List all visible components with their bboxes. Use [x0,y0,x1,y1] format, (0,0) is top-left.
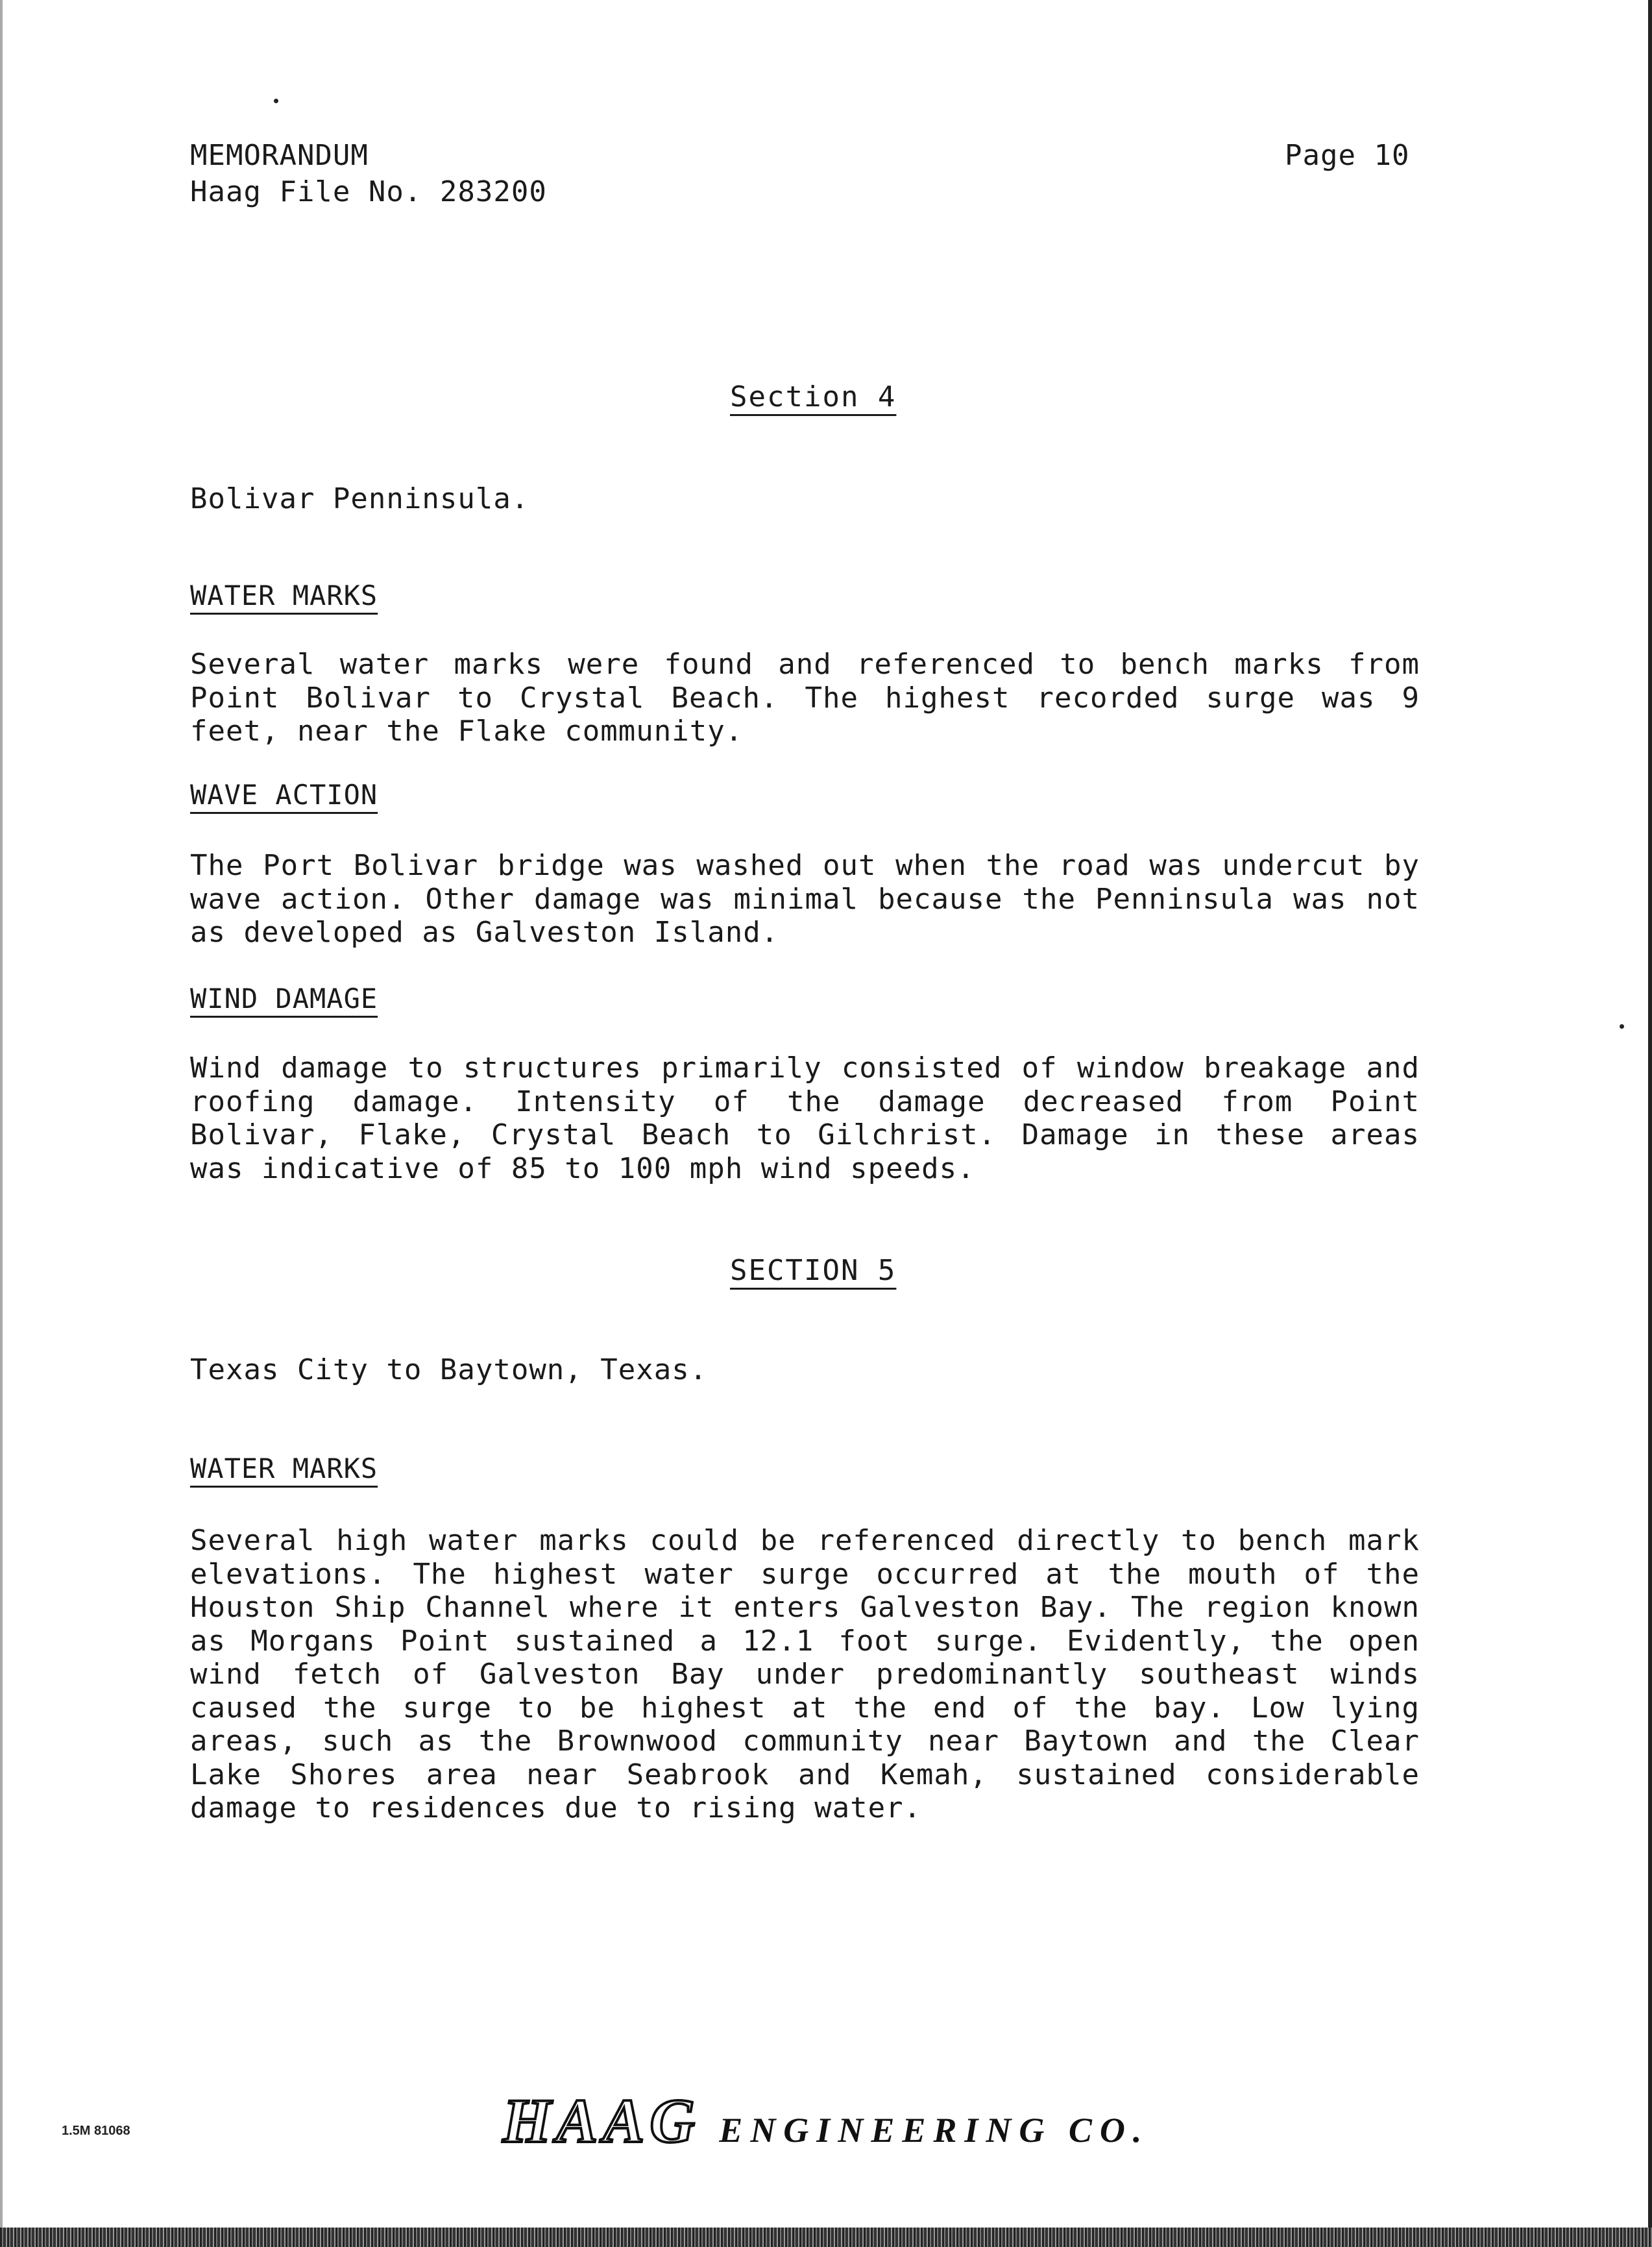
memo-label: MEMORANDUM [190,139,369,172]
wind-damage-heading: WIND DAMAGE [190,983,378,1014]
haag-logo [0,2085,1652,2157]
water-marks-heading-2: WATER MARKS [190,1453,378,1484]
scan-speck [1620,1024,1624,1029]
wave-action-paragraph: The Port Bolivar bridge was washed out when the road was undercut by wave action. Other damage was minimal because the Penninsula was not as developed as Galveston Island. [190,849,1420,949]
water-marks-paragraph-2: Several high water marks could be referenced directly to bench mark elevations. The highest water surge occurred at the mouth of the Houston Ship Channel where it enters Galveston Bay. The region known as Morgans Point sustained a 12.1 foot surge. Evidently, the open wind fetch of Galveston Bay under predominantly southeast winds caused the surge to be highest at the end of the bay. Low lying areas, such as the Brownwood community near Baytown and the Clear Lake Shores area near Seabrook and Kemah, sustained considerable damage to residences due to rising water. [190,1524,1420,1824]
wind-damage-paragraph: Wind damage to structures primarily consisted of window breakage and roofing damage. Intensity of the damage decreased from Point Bolivar, Flake, Crystal Beach to Gilchrist. Damage in these areas was indicative of 85 to 100 mph wind speeds. [190,1051,1420,1185]
form-code: 1.5M 81068 [62,2124,130,2138]
section-4-title: Section 4 [730,380,897,413]
page-number: Page 10 [1285,139,1410,172]
water-marks-paragraph: Several water marks were found and referenced to bench marks from Point Bolivar to Crystal Beach. The highest recorded surge was 9 feet, near the Flake community. [190,648,1420,748]
logo-sub-text: ENGINEERING CO. [719,2111,1150,2150]
water-marks-heading: WATER MARKS [190,580,378,611]
wave-action-heading: WAVE ACTION [190,779,378,811]
section-5-title: SECTION 5 [730,1254,897,1287]
scan-speck [274,99,278,103]
section-4-location: Bolivar Penninsula. [190,482,529,515]
section-5-location: Texas City to Baytown, Texas. [190,1353,708,1386]
file-number: Haag File No. 283200 [190,175,547,208]
scan-left-edge [0,0,3,2247]
memo-header [190,138,547,210]
logo-main-text: HAAG [502,2086,700,2155]
scan-right-edge [1648,0,1652,2247]
scan-artifact-strip [0,2228,1652,2247]
